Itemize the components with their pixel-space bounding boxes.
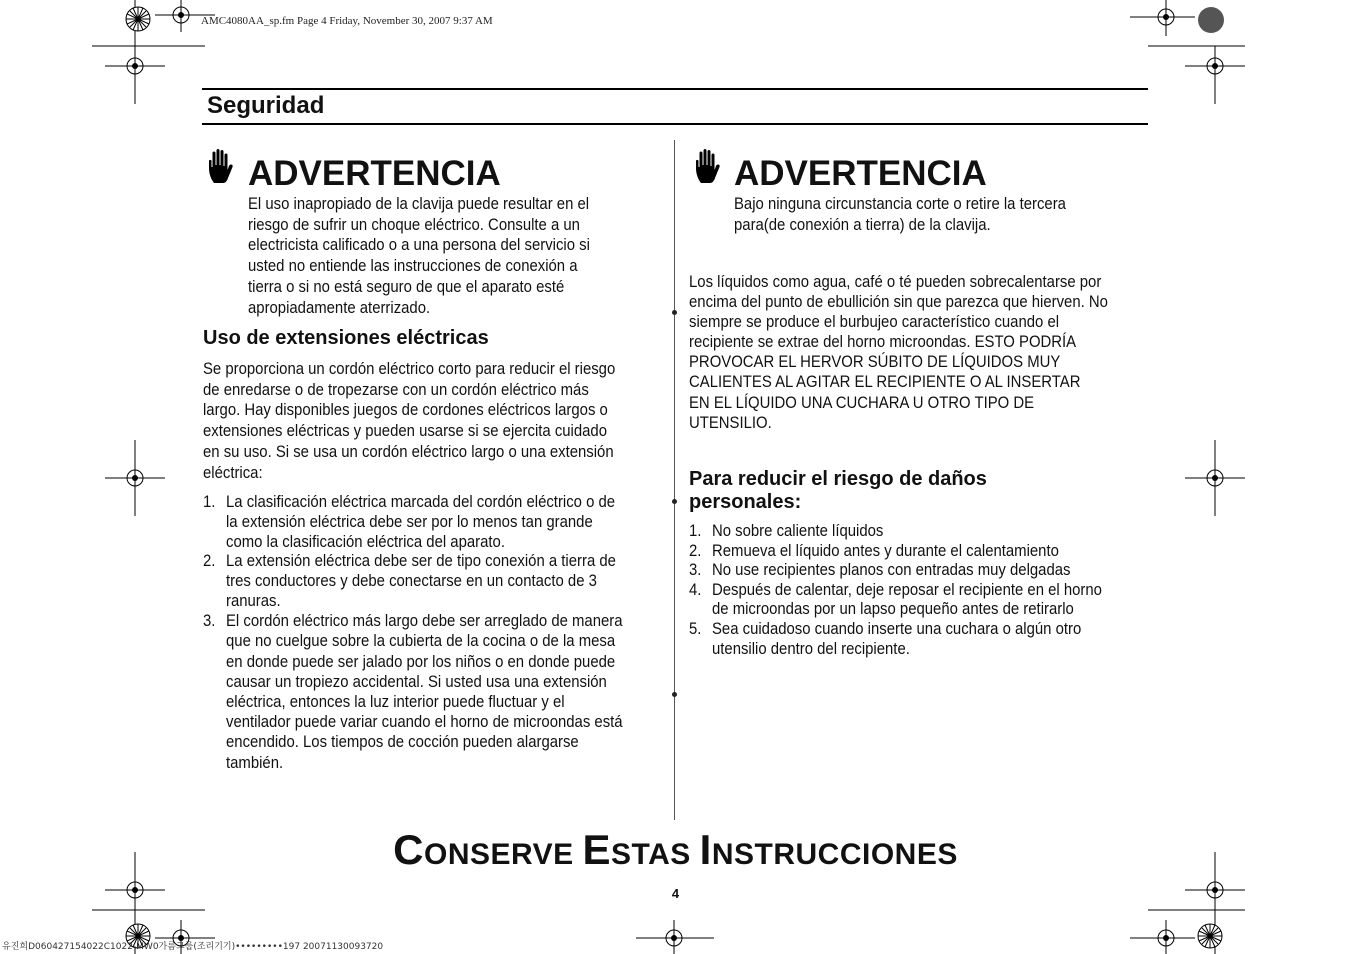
text-line: Los líquidos como agua, café o té pueden sobrecalentarse por (689, 273, 1102, 291)
list-number: 1. (689, 522, 702, 540)
liquids-paragraph (689, 272, 1108, 433)
text-line: eléctrica: (203, 463, 263, 482)
list-item (689, 620, 1102, 660)
text-line: causar un tropiezo accidental. Si usted usa una extensión (226, 672, 607, 691)
list-item (203, 611, 623, 773)
text-line: de enredarse o de tropezarse con un cordón eléctrico más (203, 380, 589, 399)
title-rest: NSTRUCCIONES (711, 838, 958, 871)
text-line: Bajo ninguna circunstancia corte o retire la tercera (734, 195, 1066, 213)
list-number: 3. (203, 612, 216, 631)
title-rest: STAS (611, 838, 691, 871)
text-line: como la clasificación eléctrica del aparato. (226, 533, 505, 552)
page-number: 4 (671, 886, 680, 901)
list-number: 3. (689, 561, 702, 579)
title-initial: I (699, 826, 712, 873)
text-line: largo. Hay disponibles juegos de cordones eléctricos largos o (203, 401, 608, 420)
list-item (689, 581, 1102, 620)
text-line: recipiente se extrae del horno microondas. ESTO PODRÍA (689, 333, 1077, 352)
list-item (689, 522, 1102, 542)
text-line: apropiadamente aterrizado. (248, 298, 431, 317)
text-line: en donde puede ser jalado por los niños o en donde puede (226, 652, 616, 671)
print-footer: 유진희D060427154022C1022-MW0가름그룹(조리기기)•••••••••197 20071130093720 (2, 942, 384, 952)
text-line: que no cuelgue sobre la cubierta de la cocina o de la mesa (226, 632, 616, 651)
text-line: encendido. Los tiempos de cocción pueden alargarse (226, 733, 579, 752)
text-line: tres conductores y debe conectarse en un contacto de 3 (226, 571, 597, 590)
title-initial: E (582, 826, 612, 873)
right-warning-text (734, 194, 1066, 235)
warning-title: ADVERTENCIA (248, 154, 501, 193)
text-line: utensilio dentro del recipiente. (712, 640, 910, 658)
list-number: 4. (689, 580, 702, 599)
text-line: No use recipientes planos con entradas muy delgadas (712, 561, 1071, 579)
list-item (203, 551, 623, 612)
list-item (689, 542, 1102, 562)
text-line: usted no entiende las instrucciones de conexión a (248, 257, 578, 276)
title-rest: ONSERVE (423, 838, 574, 871)
heading-line: Para reducir el riesgo de daños (689, 468, 987, 490)
list-number: 5. (689, 619, 702, 638)
text-line: Después de calentar, deje reposar el recipiente en el horno (712, 580, 1102, 599)
text-line: CALIENTES AL AGITAR EL RECIPIENTE O AL INSERTAR (689, 373, 1081, 392)
risk-list (689, 522, 1102, 660)
text-line: El cordón eléctrico más largo debe ser arreglado de manera (226, 612, 623, 631)
text-line: riesgo de sufrir un choque eléctrico. Consulte a un (248, 215, 580, 234)
text-line: La extensión eléctrica debe ser de tipo conexión a tierra de (226, 551, 616, 570)
warning-title: ADVERTENCIA (734, 154, 987, 193)
text-line: EN EL LÍQUIDO UNA CUCHARA U OTRO TIPO DE (689, 393, 1035, 412)
list-item (203, 492, 623, 553)
text-line: PROVOCAR EL HERVOR SÚBITO DE LÍQUIDOS MUY (689, 353, 1061, 372)
extensions-paragraph (203, 359, 615, 483)
text-line: No sobre caliente líquidos (712, 522, 884, 540)
text-line: para(de conexión a tierra) de la clavija. (734, 215, 991, 234)
hand-stop-icon (695, 148, 721, 184)
margin-dot (672, 692, 677, 697)
extensions-heading: Uso de extensiones eléctricas (203, 327, 489, 349)
text-line: también. (226, 753, 284, 772)
text-line: UTENSILIO. (689, 413, 772, 432)
list-item (689, 561, 1102, 581)
text-line: en su uso. Si se usa un cordón eléctrico largo o una extensión (203, 442, 614, 461)
risk-heading (689, 468, 987, 514)
hand-stop-icon (208, 148, 234, 184)
margin-dot (672, 310, 677, 315)
text-line: ventilador puede variar cuando el horno de microondas está (226, 713, 623, 732)
text-line: encima del punto de ebullición sin que parezca que hierven. No (689, 293, 1108, 312)
text-line: siempre se produce el burbujeo característico cuando el (689, 313, 1060, 332)
section-title-bar (202, 88, 1148, 125)
column-divider (674, 140, 675, 820)
text-line: de microondas por un lapso pequeño antes de retirarlo (712, 600, 1074, 618)
list-number: 1. (203, 493, 216, 511)
text-line: Sea cuidadoso cuando inserte una cuchara o algún otro (712, 619, 1082, 638)
text-line: Remueva el líquido antes y durante el calentamiento (712, 541, 1059, 560)
margin-dot (672, 499, 677, 504)
list-number: 2. (203, 551, 216, 570)
save-instructions-title (0, 826, 1351, 874)
text-line: tierra o si no está seguro de que el aparato esté (248, 277, 565, 296)
text-line: eléctrica, entonces la luz interior puede fluctuar y el (226, 693, 565, 712)
text-line: ranuras. (226, 592, 281, 611)
print-header: AMC4080AA_sp.fm Page 4 Friday, November 30, 2007 9:37 AM (201, 15, 493, 27)
left-warning-text (248, 194, 590, 318)
heading-line: personales: (689, 491, 802, 513)
text-line: la extensión eléctrica debe ser por lo menos tan grande (226, 513, 593, 532)
text-line: extensiones eléctricas y pueden usarse si se ejercita cuidado (203, 422, 607, 441)
text-line: electricista calificado o a una persona del servicio si (248, 236, 590, 255)
text-line: El uso inapropiado de la clavija puede resultar en el (248, 195, 590, 213)
list-number: 2. (689, 541, 702, 560)
extensions-list (203, 492, 623, 773)
title-initial: C (393, 826, 424, 873)
text-line: La clasificación eléctrica marcada del cordón eléctrico o de (226, 493, 616, 511)
text-line: Se proporciona un cordón eléctrico corto para reducir el riesgo (203, 360, 616, 378)
section-title: Seguridad (207, 92, 325, 119)
